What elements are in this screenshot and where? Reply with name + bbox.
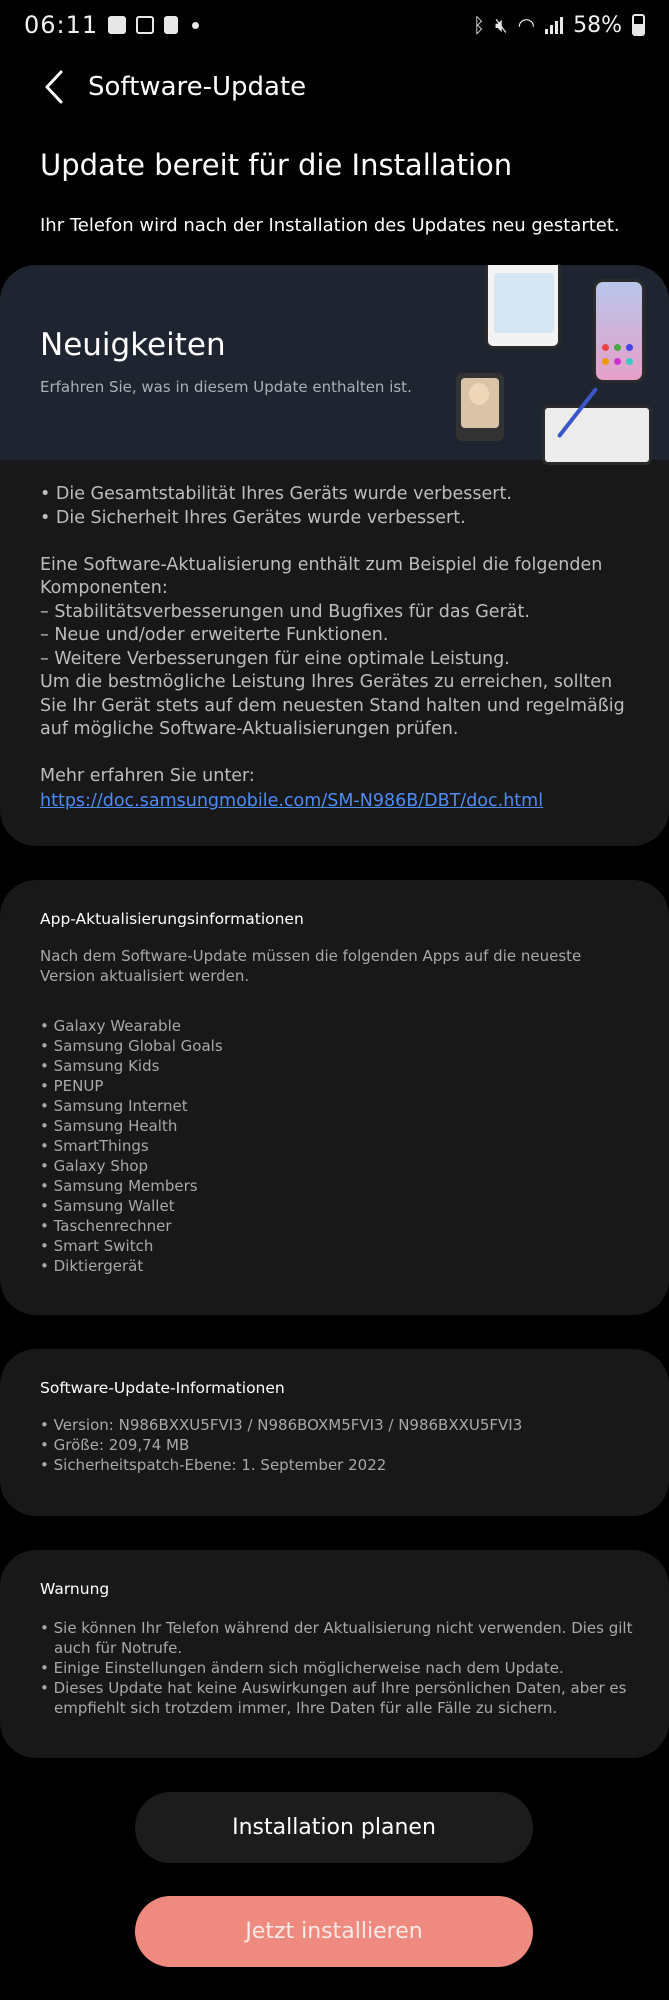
app-list-item: • Samsung Members <box>40 1176 640 1196</box>
battery-percentage: 58% <box>573 12 622 38</box>
app-list-item: • Samsung Global Goals <box>40 1036 640 1056</box>
app-list-item: • Samsung Wallet <box>40 1196 640 1216</box>
update-info-item: • Größe: 209,74 MB <box>40 1435 640 1455</box>
phone-illustration <box>485 265 561 349</box>
app-updates-card <box>0 880 669 1315</box>
checkbox-icon <box>136 16 154 34</box>
app-list-item: • SmartThings <box>40 1136 640 1156</box>
app-list-item: • Galaxy Shop <box>40 1156 640 1176</box>
warning-card <box>0 1550 669 1758</box>
restart-notice: Ihr Telefon wird nach der Installation des Updates neu gestartet. <box>40 215 620 236</box>
status-time: 06:11 <box>24 11 99 39</box>
chevron-left-icon <box>44 70 64 104</box>
app-header <box>0 62 669 112</box>
news-title: Neuigkeiten <box>40 327 226 363</box>
app-updates-intro: Nach dem Software-Update müssen die folgenden Apps auf die neueste Version aktualisiert werden. <box>40 947 582 985</box>
warning-item: • Dieses Update hat keine Auswirkungen auf Ihre persönlichen Daten, aber es empfiehlt sich trotzdem immer, Ihre Daten für alle Fälle zu sichern. <box>40 1678 640 1718</box>
phone-illustration <box>593 279 645 383</box>
schedule-install-button[interactable]: Installation planen <box>135 1792 533 1863</box>
update-ready-title: Update bereit für die Installation <box>40 148 513 182</box>
warning-item: • Sie können Ihr Telefon während der Aktualisierung nicht verwenden. Dies gilt auch für Notrufe. <box>40 1618 640 1658</box>
app-list <box>40 1016 640 1276</box>
status-right <box>473 13 645 38</box>
flip-phone-illustration <box>456 373 504 441</box>
install-now-button[interactable]: Jetzt installieren <box>135 1896 533 1967</box>
notification-dot-icon <box>192 22 199 29</box>
app-list-item: • Taschenrechner <box>40 1216 640 1236</box>
update-info-item: • Version: N986BXXU5FVI3 / N986BOXM5FVI3 / N986BXXU5FVI3 <box>40 1415 640 1435</box>
warning-title: Warnung <box>40 1580 110 1598</box>
update-info-card <box>0 1349 669 1516</box>
document-icon <box>164 16 178 34</box>
signal-icon <box>545 16 563 34</box>
news-card <box>0 265 669 846</box>
news-subtitle: Erfahren Sie, was in diesem Update enthalten ist. <box>40 378 412 396</box>
app-list-item: • Galaxy Wearable <box>40 1016 640 1036</box>
back-button[interactable] <box>24 62 84 112</box>
mute-icon: 🔇︎ <box>495 13 508 37</box>
battery-fill <box>634 24 643 34</box>
news-body: • Die Gesamtstabilität Ihres Geräts wurde verbessert. • Die Sicherheit Ihres Gerätes wurde verbessert. Eine Software-Aktualisierung enthält zum Beispiel die folgenden Komponenten: – Stabilitätsverbesserungen und Bugfixes für das Gerät. – Neue und/oder erweiterte Funktionen. – Weitere Verbesserungen für eine optimale Leistung. Um die bestmögliche Leistung Ihres Gerätes zu erreichen, sollten Sie Ihr Gerät stets auf dem neuesten Stand halten und regelmäßig auf mögliche Software-Aktualisierungen prüfen. Mehr erfahren Sie unter: <box>40 484 625 786</box>
gallery-icon <box>108 16 126 34</box>
app-list-item: • Smart Switch <box>40 1236 640 1256</box>
update-info-list <box>40 1415 640 1475</box>
update-info-title: Software-Update-Informationen <box>40 1379 285 1397</box>
status-left <box>24 11 199 39</box>
app-updates-title: App-Aktualisierungsinformationen <box>40 910 304 928</box>
warning-list <box>40 1618 640 1718</box>
status-bar <box>0 0 669 50</box>
app-list-item: • Samsung Health <box>40 1116 640 1136</box>
news-banner <box>0 265 669 460</box>
app-list-item: • Samsung Kids <box>40 1056 640 1076</box>
app-list-item: • PENUP <box>40 1076 640 1096</box>
changelog-link[interactable]: https://doc.samsungmobile.com/SM-N986B/DBT/doc.html <box>40 791 544 811</box>
bluetooth-icon: ᛒ <box>473 13 486 37</box>
warning-item: • Einige Einstellungen ändern sich möglicherweise nach dem Update. <box>40 1658 640 1678</box>
battery-icon <box>632 14 645 36</box>
update-info-item: • Sicherheitspatch-Ebene: 1. September 2022 <box>40 1455 640 1475</box>
wifi-icon: ◠ <box>517 13 536 37</box>
page-title: Software-Update <box>88 72 307 102</box>
app-list-item: • Diktiergerät <box>40 1256 640 1276</box>
app-list-item: • Samsung Internet <box>40 1096 640 1116</box>
